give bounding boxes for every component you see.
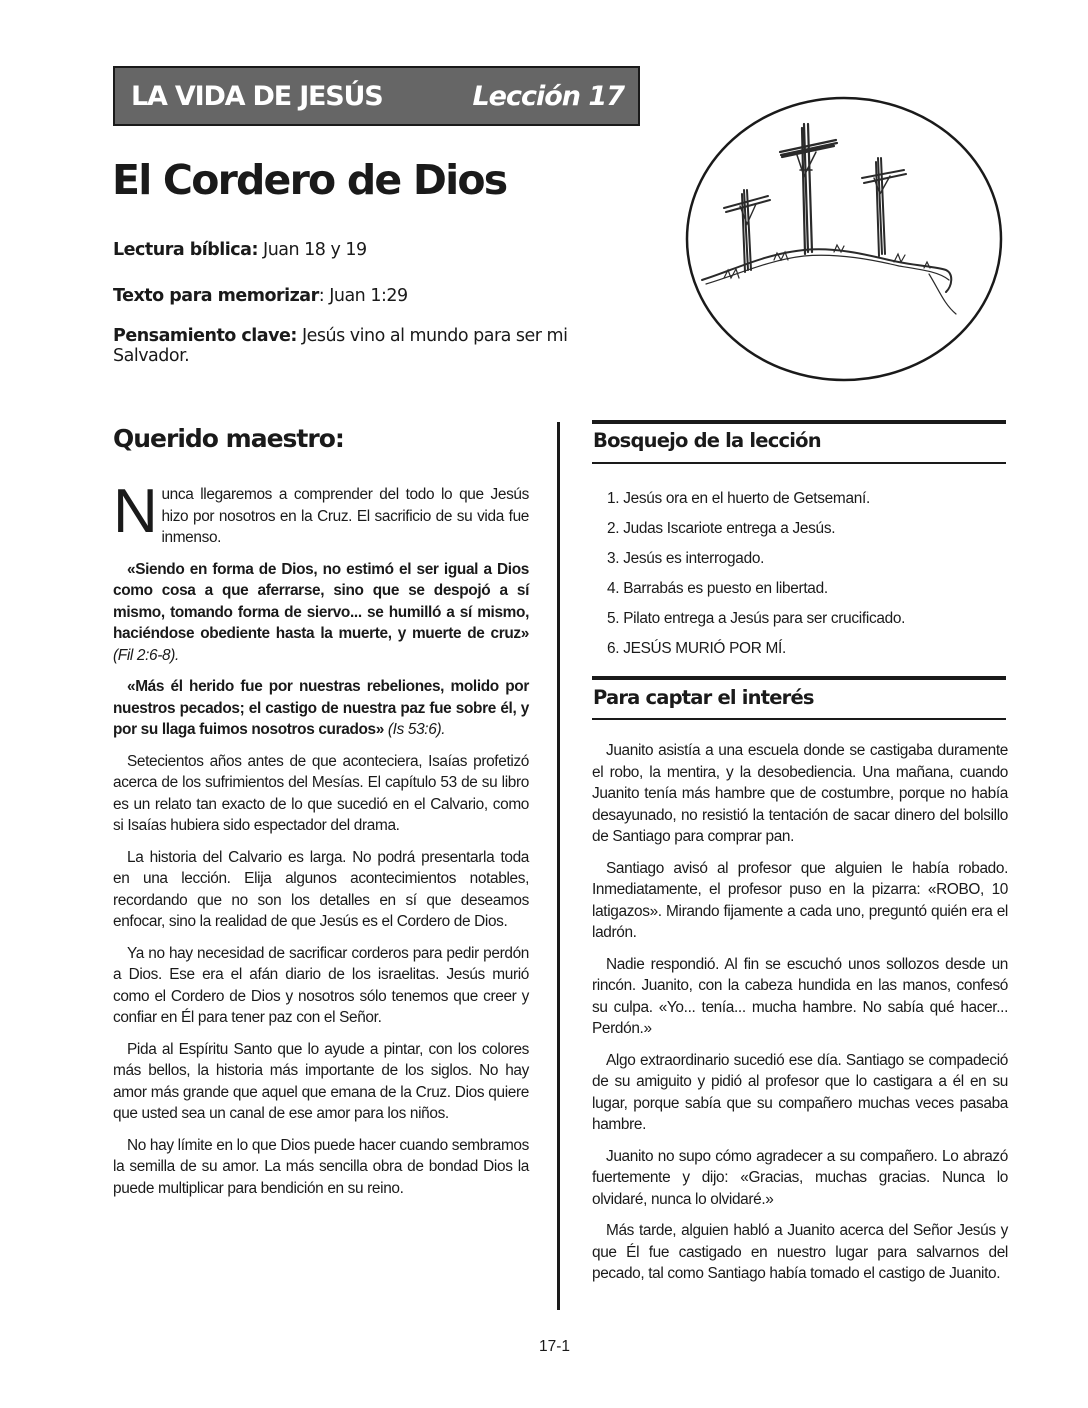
interest-heading: Para captar el interés [593, 686, 814, 709]
key-thought-label: Pensamiento clave: [113, 326, 297, 346]
quote-isaiah-ref: (Is 53:6). [383, 721, 446, 738]
letter-paragraph-lambs: Ya no hay necesidad de sacrificar corderos para pedir perdón a Dios. Ese era el afán diario de los israelitas. Jesús murió como el Cordero de Dios y nosotros sólo tenemos que creer y confiar en Él para tener paz con el Señor. [113, 944, 529, 1026]
outline-item: 6. JESÚS MURIÓ POR MÍ. [607, 640, 786, 657]
interest-story [592, 740, 1008, 1295]
bible-reading [113, 240, 583, 260]
greeting-heading: Querido maestro: [113, 424, 344, 453]
outline-heading: Bosquejo de la lección [593, 429, 821, 452]
outline-item: 1. Jesús ora en el huerto de Getsemaní. [607, 490, 870, 507]
memory-verse-label: Texto para memorizar [113, 286, 319, 306]
bible-reading-value: Juan 18 y 19 [257, 240, 367, 260]
quote-isaiah-text: «Más él herido fue por nuestras rebeliones, molido por nuestros pecados; el castigo de nuestra paz fue sobre él, y por su llaga fuimos nosotros curados» [113, 678, 529, 738]
story-paragraph: Juanito no supo cómo agradecer a su compañero. Lo abrazó fuertemente y dijo: «Gracias, muchas gracias. Nunca lo olvidaré, nunca lo olvidaré.» [592, 1147, 1008, 1208]
memory-verse [113, 286, 583, 306]
quote-philippians-ref: (Fil 2:6-8). [113, 646, 179, 664]
interest-underline [592, 718, 1006, 720]
interest-top-rule [592, 676, 1006, 680]
story-paragraph: Algo extraordinario sucedió ese día. Santiago se compadeció de su amiguito y pidió al profesor que lo castigara a él en su lugar, porque sabía que su compañero muchas veces pasaba hambre. [592, 1051, 1008, 1133]
series-title: LA VIDA DE JESÚS [131, 80, 383, 112]
letter-paragraph-spirit: Pida al Espíritu Santo que lo ayude a pintar, con los colores más bellos, la historia más importante de los siglos. No hay amor más grande que aquel que emana de la Cruz. Dios quiere que usted sea un canal de ese amor para los niños. [113, 1040, 529, 1122]
letter-paragraph-isaiah: Setecientos años antes de que aconteciera, Isaías profetizó acerca de los sufrimientos del Mesías. El capítulo 53 de su libro es un relato tan exacto de lo que sucedió en el Calvario, como si Isaías hubiera sido espectador del drama. [113, 752, 529, 834]
intro-text: unca llegaremos a comprender del todo lo que Jesús hizo por nosotros en la Cruz. El sacrificio de su vida fue inmenso. [161, 486, 529, 546]
outline-item: 4. Barrabás es puesto en libertad. [607, 580, 828, 597]
key-thought-value: Jesús vino al mundo para ser mi Salvador. [113, 326, 568, 366]
story-paragraph: Santiago avisó al profesor que alguien le había robado. Inmediatamente, el profesor puso en la pizarra: «ROBO, 10 latigazos». Mirando fijamente a cada uno, preguntó quién era el ladrón. [592, 859, 1008, 941]
intro-paragraph [113, 477, 529, 549]
story-paragraph: Más tarde, alguien habló a Juanito acerca del Señor Jesús y que Él fue castigado en nuestro lugar para salvarnos del pecado, tal como Santiago había tomado el castigo de Juanito. [592, 1222, 1008, 1282]
outline-item: 2. Judas Iscariote entrega a Jesús. [607, 520, 836, 537]
quote-philippians-text: «Siendo en forma de Dios, no estimó el ser igual a Dios como cosa a que aferrarse, sino que se despojó a sí mismo, tomando forma de siervo... se humilló a sí mismo, haciéndose obediente hasta la muerte, y muerte de cruz» [113, 560, 529, 642]
teacher-letter [113, 477, 529, 1209]
outline-item: 5. Pilato entrega a Jesús para ser crucificado. [607, 610, 906, 627]
story-paragraph: Nadie respondió. Al fin se escuchó unos sollozos desde un rincón. Juanito, con la cabeza hundida en las manos, confesó su culpa. «Yo... tenía... mucha hambre. No sabía qué hacer... Perdón.» [592, 955, 1008, 1037]
three-crosses-on-hill-icon [684, 94, 1024, 384]
outline-underline [592, 462, 1006, 464]
lesson-outline-list [607, 484, 997, 664]
lesson-header-bar [113, 66, 640, 126]
lesson-number: Lección 17 [472, 80, 624, 112]
story-paragraph: Juanito asistía a una escuela donde se castigaba duramente el robo, la mentira, y la desobediencia. Una mañana, cuando Juanito tenía más hambre que de costumbre, porque no había desayunado, no resistió la tentación de sacar dinero del bolsillo de Santiago para comprar pan. [592, 742, 1008, 845]
column-divider [557, 422, 560, 1310]
page-number: 17-1 [539, 1338, 571, 1355]
lesson-title: El Cordero de Dios [112, 156, 507, 204]
outline-top-rule [592, 420, 1006, 424]
key-thought [113, 326, 583, 366]
letter-paragraph-seed: No hay límite en lo que Dios puede hacer cuando sembramos la semilla de su amor. La más sencilla obra de bondad Dios la puede multiplicar para bendición en su reino. [113, 1136, 529, 1197]
outline-item: 3. Jesús es interrogado. [607, 550, 765, 567]
quote-isaiah [113, 676, 529, 741]
bible-reading-label: Lectura bíblica: [113, 240, 258, 260]
memory-verse-value: : Juan 1:29 [318, 286, 408, 306]
quote-philippians [113, 559, 529, 667]
drop-cap: N [113, 477, 158, 546]
letter-paragraph-calvary: La historia del Calvario es larga. No podrá presentarla toda en una lección. Elija algunos acontecimientos notables, recordando que no son los detalles en sí que deseamos enfocar, sino la realidad de que Jesús es el Cordero de Dios. [113, 848, 529, 930]
